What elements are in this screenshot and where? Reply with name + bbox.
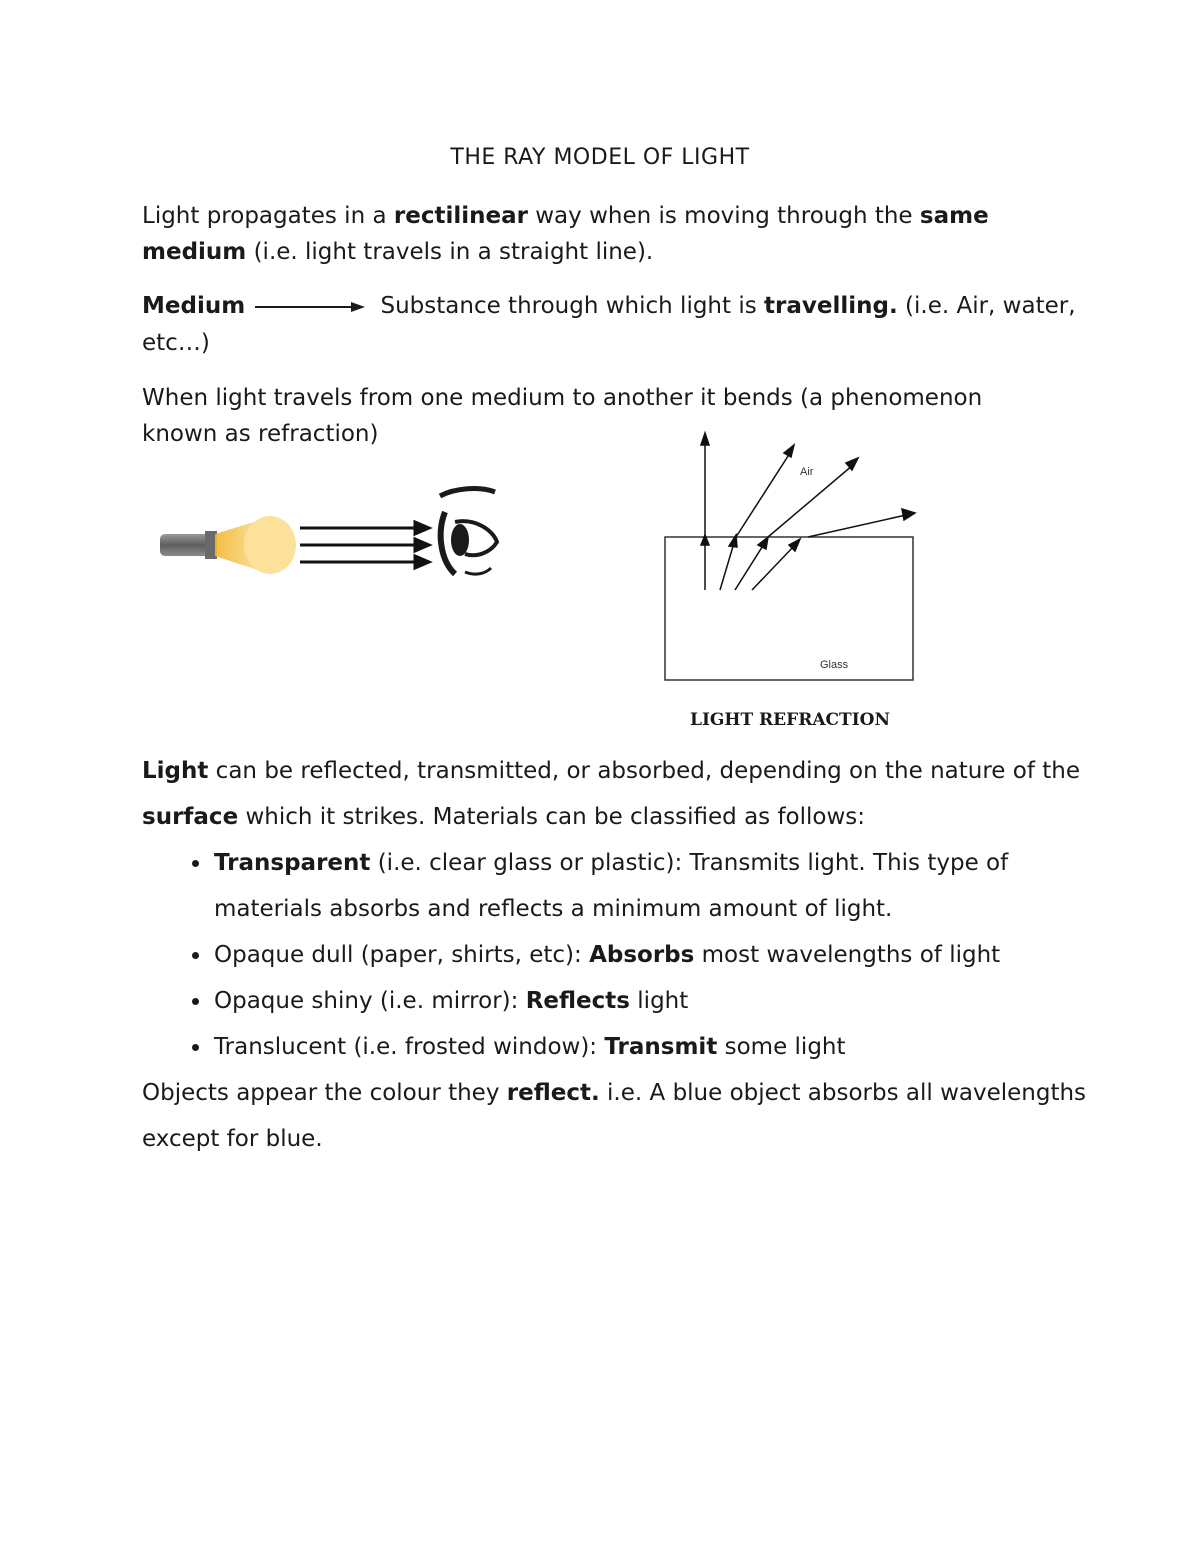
bold-term: Absorbs [589,942,695,968]
bold-term: travelling. [764,293,898,319]
glass-block [665,537,913,680]
flashlight-eye-illustration [155,482,505,582]
text: Opaque dull (paper, shirts, etc): [214,942,590,968]
eye-icon [440,489,497,575]
text: which it strikes. Materials can be classified as follows: [238,804,866,830]
list-item [212,840,1102,932]
paragraph-surface [142,748,1102,840]
refraction-rays [701,433,915,590]
paragraph-colour [142,1070,1102,1162]
bold-term: surface [142,804,239,830]
text: Light propagates in a [142,203,394,229]
bold-term: Transparent [214,850,371,876]
text: some light [717,1034,846,1060]
page-title: THE RAY MODEL OF LIGHT [450,145,750,170]
bold-term: Transmit [604,1034,718,1060]
bold-term: same medium [142,203,989,265]
text: (i.e. light travels in a straight line). [246,239,654,265]
text: Objects appear the colour they [142,1080,507,1106]
text: Substance through which light is [373,293,765,319]
list-item [212,1024,1102,1070]
paragraph-medium [142,288,1082,361]
air-label: Air [800,466,814,478]
bold-term: Light [142,758,209,784]
paragraph-rectilinear [142,198,1082,270]
text: most wavelengths of light [694,942,1001,968]
text: can be reflected, transmitted, or absorbed, depending on the nature of the [208,758,1080,784]
materials-section [142,748,1102,1162]
text: light [629,988,689,1014]
flashlight-icon [160,516,296,574]
bold-term: reflect. [506,1080,600,1106]
right-arrow-icon [255,289,367,325]
text: way when is moving through the [527,203,920,229]
light-rays [300,522,429,568]
refraction-diagram [660,425,930,690]
text: (i.e. clear glass or plastic): Transmits light. This type of materials absorbs and reflects a minimum amount of light. [214,850,1009,922]
bold-term: Medium [142,293,246,319]
glass-label: Glass [820,659,849,671]
list-item [212,932,1102,978]
materials-list [142,840,1102,1070]
text: Translucent (i.e. frosted window): [214,1034,605,1060]
bold-term: Reflects [525,988,630,1014]
list-item [212,978,1102,1024]
text: (i.e. Air, water, etc…) [142,293,1076,356]
text: i.e. A blue object absorbs all wavelengths except for blue. [142,1080,1087,1152]
paragraph-refraction: When light travels from one medium to another it bends (a phenomenon known as refraction) [142,385,983,447]
text: Opaque shiny (i.e. mirror): [214,988,526,1014]
bold-term: rectilinear [393,203,528,229]
figure-caption: LIGHT REFRACTION [689,710,890,730]
